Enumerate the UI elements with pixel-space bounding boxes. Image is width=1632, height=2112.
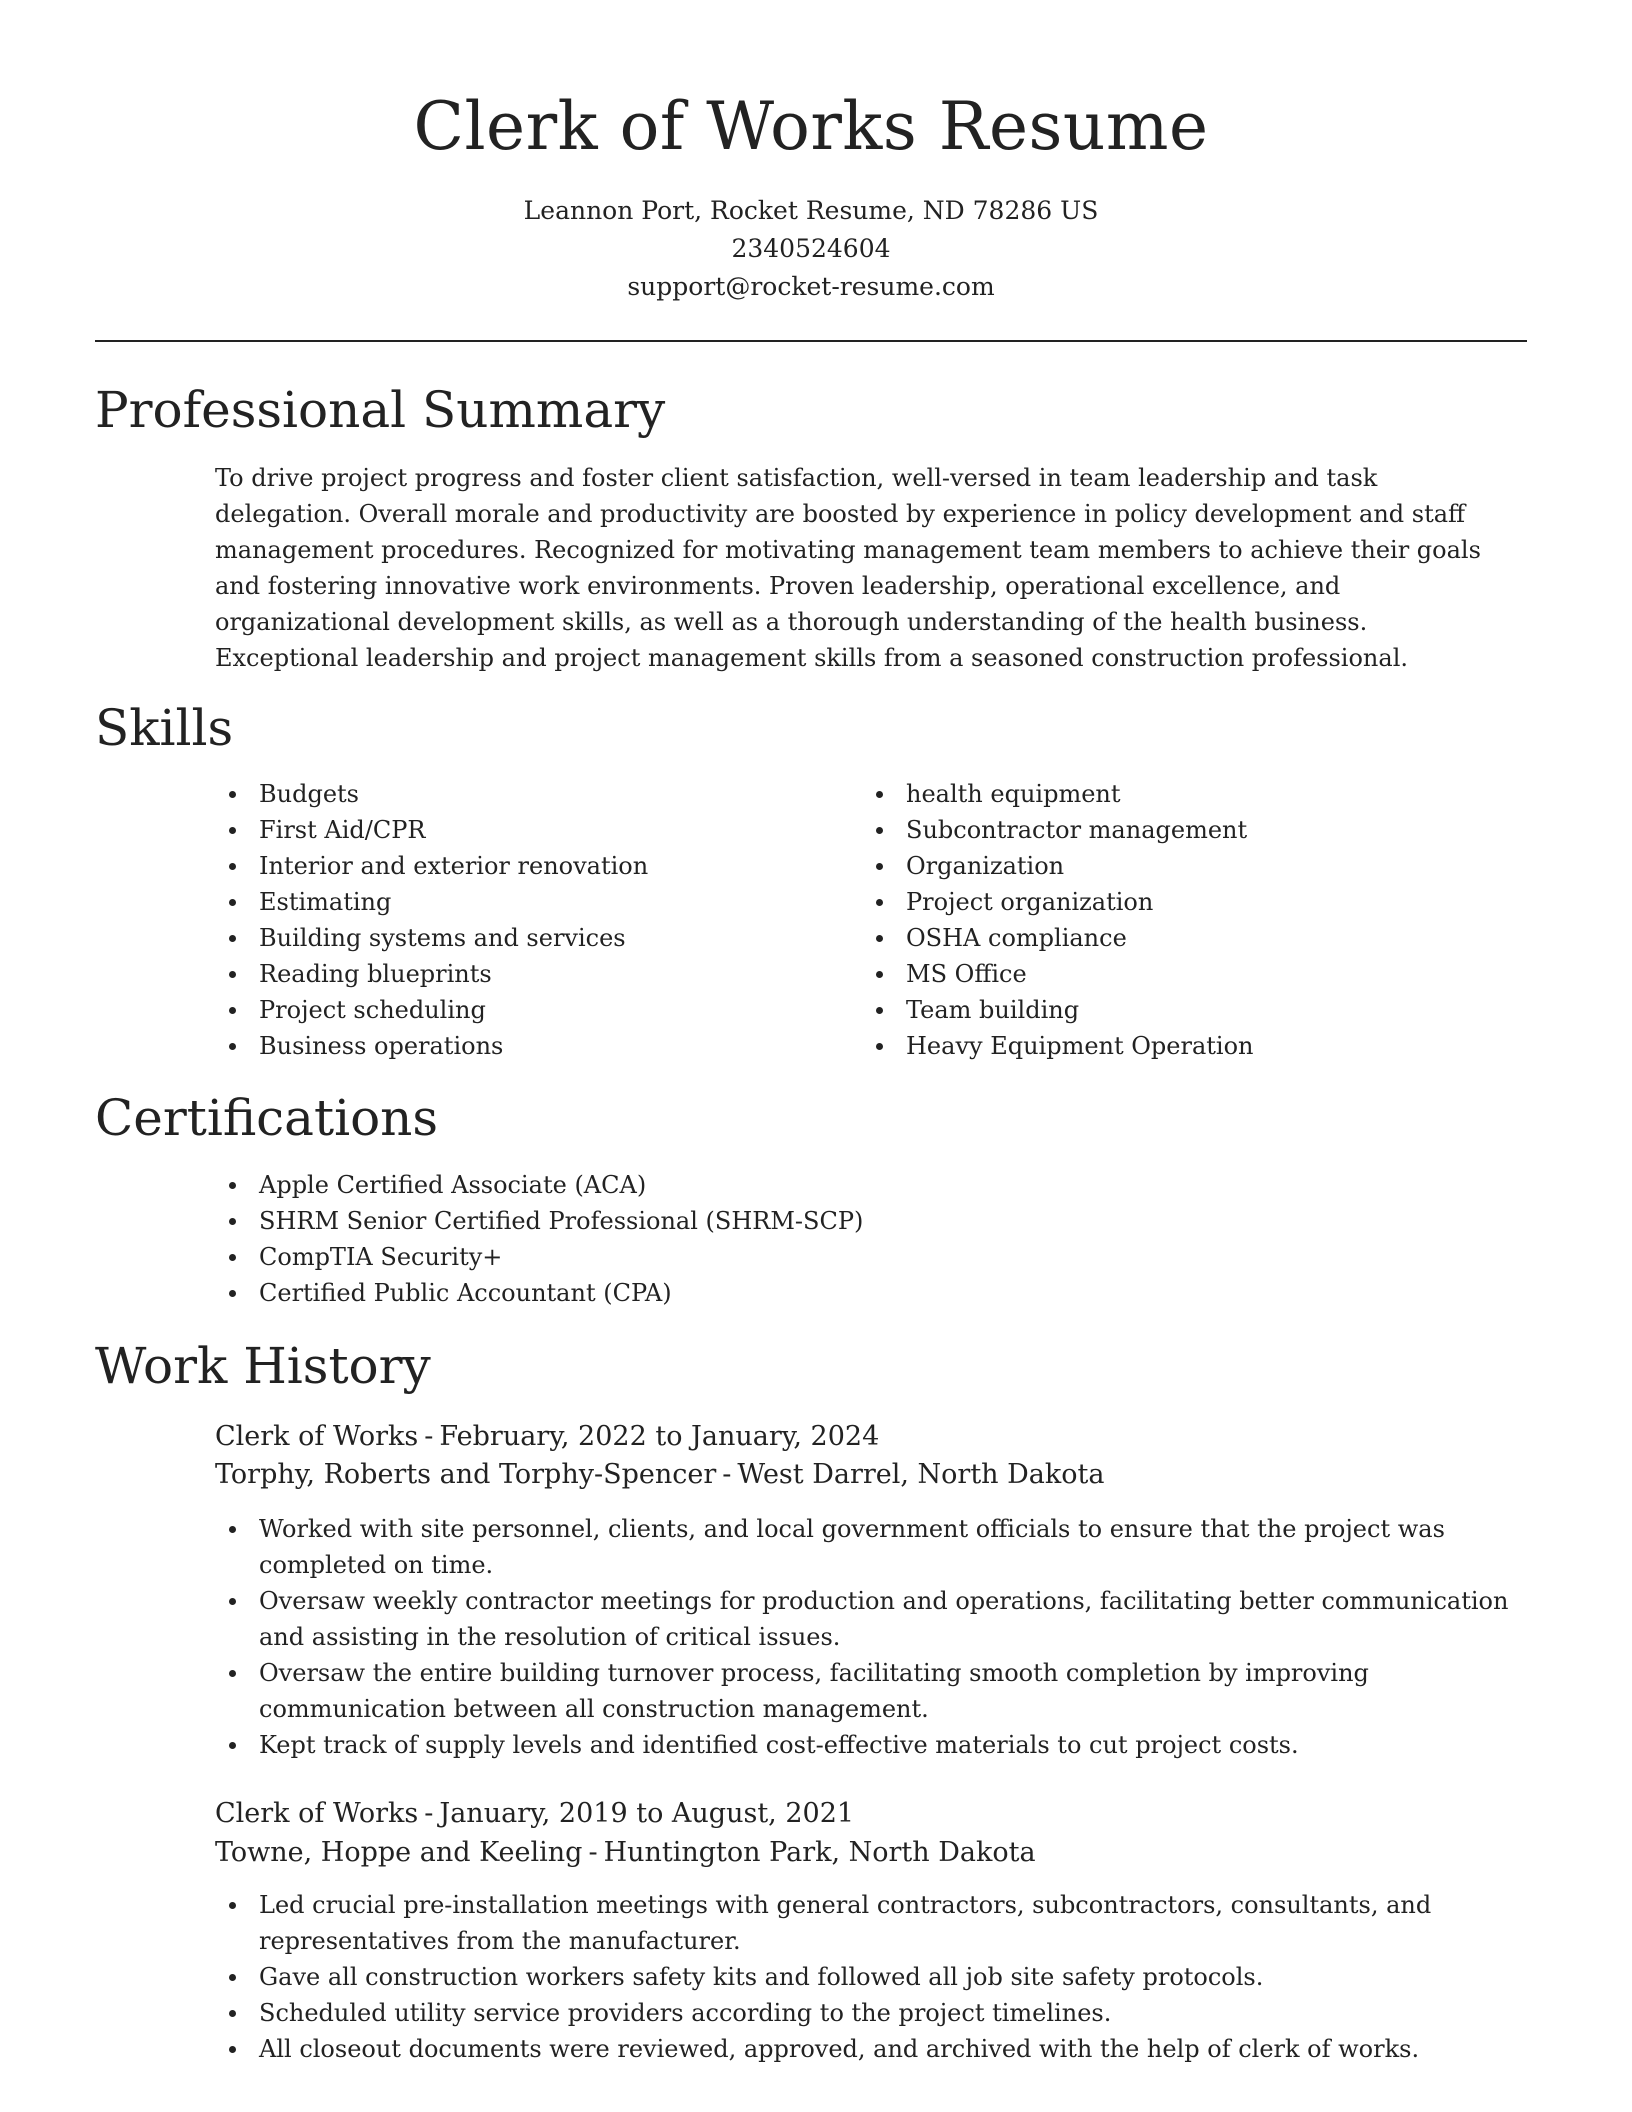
skill-item: health equipment [862, 776, 1512, 812]
skill-item: Project organization [862, 884, 1512, 920]
skill-item: Interior and exterior renovation [215, 848, 835, 884]
job-company: Towne, Hoppe and Keeling [215, 1837, 583, 1868]
job-dates: January, 2019 to August, 2021 [439, 1798, 855, 1829]
certification-item: Apple Certified Associate (ACA) [215, 1167, 1515, 1203]
job-company-line: Towne, Hoppe and Keeling - Huntington Park, North Dakota [215, 1837, 1036, 1868]
skill-item: Business operations [215, 1028, 835, 1064]
skill-item: Estimating [215, 884, 835, 920]
contact-phone: 2340524604 [731, 234, 891, 263]
skills-heading: Skills [95, 699, 234, 757]
job-title-line: Clerk of Works - January, 2019 to August, 2021 [215, 1798, 855, 1829]
job-duty-item: Kept track of supply levels and identified cost-effective materials to cut project costs. [215, 1727, 1545, 1763]
resume-title: Clerk of Works Resume [413, 88, 1209, 165]
skill-item: Heavy Equipment Operation [862, 1028, 1512, 1064]
work-history-heading: Work History [95, 1337, 431, 1395]
job-duty-item: Gave all construction workers safety kits and followed all job site safety protocols. [215, 1959, 1545, 1995]
skill-item: Reading blueprints [215, 956, 835, 992]
job-title-line: Clerk of Works - February, 2022 to January, 2024 [215, 1421, 880, 1452]
job-location: West Darrel, North Dakota [737, 1459, 1105, 1490]
job-company: Torphy, Roberts and Torphy-Spencer [215, 1459, 717, 1490]
job-title: Clerk of Works [215, 1421, 419, 1452]
job-dates: February, 2022 to January, 2024 [439, 1421, 880, 1452]
skill-item: Organization [862, 848, 1512, 884]
job-duty-item: Led crucial pre-installation meetings with general contractors, subcontractors, consultants, and representatives from the manufacturer. [215, 1887, 1545, 1959]
job-duty-item: Oversaw the entire building turnover process, facilitating smooth completion by improving communication between all construction management. [215, 1655, 1545, 1727]
certification-item: Certified Public Accountant (CPA) [215, 1275, 1515, 1311]
skill-item: First Aid/CPR [215, 812, 835, 848]
skills-list-right [862, 776, 1512, 1064]
job-duty-item: All closeout documents were reviewed, approved, and archived with the help of clerk of works. [215, 2031, 1545, 2067]
skill-item: MS Office [862, 956, 1512, 992]
job-duty-item: Oversaw weekly contractor meetings for production and operations, facilitating better communication and assisting in the resolution of critical issues. [215, 1583, 1545, 1655]
job-location: Huntington Park, North Dakota [603, 1837, 1036, 1868]
skill-item: OSHA compliance [862, 920, 1512, 956]
certification-item: SHRM Senior Certified Professional (SHRM-SCP) [215, 1203, 1515, 1239]
skill-item: Budgets [215, 776, 835, 812]
job-duty-item: Worked with site personnel, clients, and local government officials to ensure that the project was completed on time. [215, 1511, 1545, 1583]
certifications-heading: Certifications [95, 1089, 439, 1147]
job-duty-item: Scheduled utility service providers according to the project timelines. [215, 1995, 1545, 2031]
skill-item: Project scheduling [215, 992, 835, 1028]
summary-heading: Professional Summary [95, 381, 666, 439]
job-title: Clerk of Works [215, 1798, 419, 1829]
skill-item: Subcontractor management [862, 812, 1512, 848]
header-divider [95, 340, 1527, 342]
contact-block [95, 192, 1527, 306]
job-company-line: Torphy, Roberts and Torphy-Spencer - West Darrel, North Dakota [215, 1459, 1105, 1490]
skill-item: Team building [862, 992, 1512, 1028]
contact-address: Leannon Port, Rocket Resume, ND 78286 US [523, 196, 1099, 225]
summary-text: To drive project progress and foster client satisfaction, well-versed in team leadership and task delegation. Overall morale and productivity are boosted by experience in policy development and staff management procedures. Recognized for motivating management team members to achieve their goals and fostering innovative work environments. Proven leadership, operational excellence, and organizational development skills, as well as a thorough understanding of the health business. Exceptional leadership and project management skills from a seasoned construction professional. [215, 464, 1481, 672]
job-duties-list [215, 1887, 1545, 2067]
certification-item: CompTIA Security+ [215, 1239, 1515, 1275]
certifications-list [215, 1167, 1515, 1311]
contact-email: support@rocket-resume.com [627, 272, 995, 301]
skill-item: Building systems and services [215, 920, 835, 956]
skills-list-left [215, 776, 835, 1064]
job-duties-list [215, 1511, 1545, 1763]
